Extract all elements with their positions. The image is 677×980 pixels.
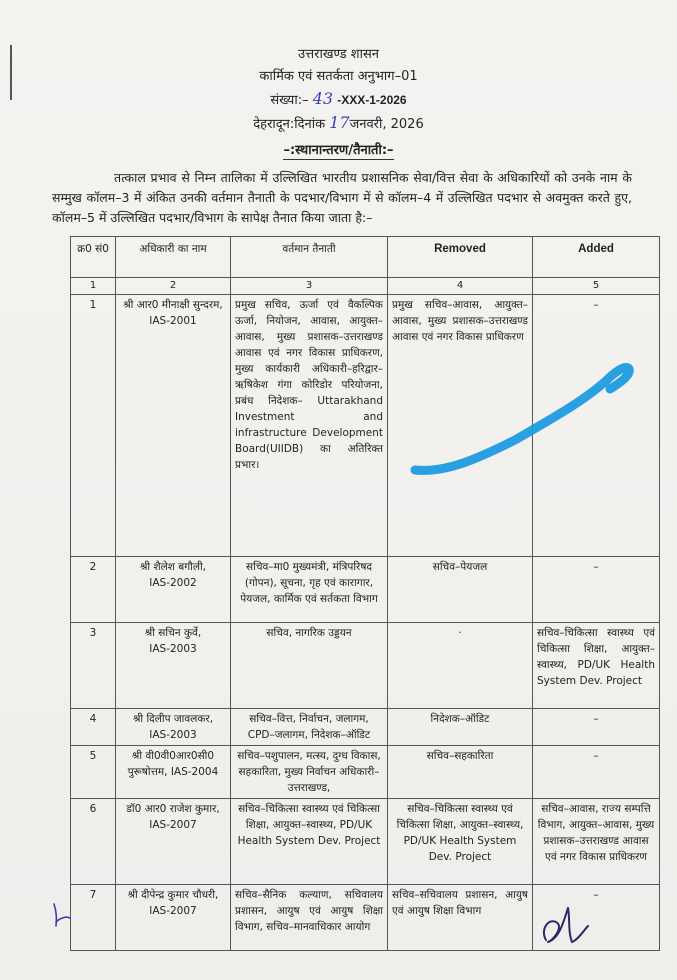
header-added: Added bbox=[533, 237, 660, 278]
row-officer bbox=[116, 746, 231, 799]
row-removed: सचिव–सचिवालय प्रशासन, आयुष एवं आयुष शिक्षा विभाग bbox=[388, 885, 533, 951]
row-added: – bbox=[533, 885, 660, 951]
table-header-row bbox=[71, 237, 660, 278]
table-row bbox=[71, 709, 660, 746]
row-removed: सचिव–पेयजल bbox=[388, 557, 533, 623]
row-current-posting: प्रमुख सचिव, ऊर्जा एवं वैकल्पिक ऊर्जा, नियोजन, आवास, आयुक्त–आवास, मुख्य प्रशासक–उत्तराखण्ड आवास एवं नगर विकास प्राधिकरण, मुख्य कार्यकारी अधिकारी–हरिद्वार–ऋषिकेश गंगा कोरिडोर परियोजना, प्रबंध निदेशक– Uttarakhand Investment and infrastructure Development Board(UIIDB) का अतिरिक्त प्रभार। bbox=[231, 295, 388, 557]
officer-service: IAS-2003 bbox=[149, 643, 197, 655]
row-current-posting: सचिव–सैनिक कल्याण, सचिवालय प्रशासन, आयुष एवं आयुष शिक्षा विभाग, सचिव–मानवाधिकार आयोग bbox=[231, 885, 388, 951]
table-row bbox=[71, 557, 660, 623]
col-number: 2 bbox=[116, 278, 231, 295]
row-removed: सचिव–चिकित्सा स्वास्थ्य एवं चिकित्सा शिक्षा, आयुक्त–स्वास्थ्य, PD/UK Health System Dev. Project bbox=[388, 799, 533, 885]
table-row bbox=[71, 746, 660, 799]
row-officer bbox=[116, 295, 231, 557]
order-date bbox=[0, 112, 677, 136]
officer-name: श्री शैलेश बगौली, bbox=[139, 561, 207, 573]
officer-name: श्री आर0 मीनाक्षी सुन्दरम, bbox=[123, 299, 223, 311]
officer-name: श्री सचिन कुर्वे, bbox=[144, 627, 202, 639]
officer-service: IAS-2004 bbox=[170, 766, 219, 778]
col-number: 4 bbox=[388, 278, 533, 295]
row-removed: निदेशक–ऑडिट bbox=[388, 709, 533, 746]
col-number: 1 bbox=[71, 278, 116, 295]
order-date-handwritten: 17 bbox=[329, 113, 350, 132]
order-number-handwritten: 43 bbox=[312, 89, 334, 108]
row-officer bbox=[116, 623, 231, 709]
govt-title: उत्तराखण्ड शासन bbox=[298, 47, 379, 62]
table-row bbox=[71, 799, 660, 885]
col-number: 5 bbox=[533, 278, 660, 295]
initial-mark bbox=[48, 900, 78, 930]
row-added: – bbox=[533, 557, 660, 623]
order-date-suffix: जनवरी, 2026 bbox=[349, 117, 424, 132]
row-sno: 5 bbox=[71, 746, 116, 799]
signature bbox=[534, 900, 594, 950]
header-current-posting: वर्तमान तैनाती bbox=[231, 237, 388, 278]
row-sno: 3 bbox=[71, 623, 116, 709]
officer-service: IAS-2001 bbox=[149, 315, 197, 327]
row-added: – bbox=[533, 746, 660, 799]
row-removed: प्रमुख सचिव–आवास, आयुक्त–आवास, मुख्य प्रशासक–उत्तराखण्ड आवास एवं नगर विकास प्राधिकरण bbox=[388, 295, 533, 557]
row-sno: 6 bbox=[71, 799, 116, 885]
row-current-posting: सचिव, नागरिक उड्डयन bbox=[231, 623, 388, 709]
officer-name: श्री दिलीप जावलकर, bbox=[132, 713, 214, 725]
order-number-suffix: -XXX-1-2026 bbox=[337, 93, 407, 107]
row-sno: 7 bbox=[71, 885, 116, 951]
order-number-prefix: संख्या:– bbox=[270, 93, 309, 108]
row-current-posting: सचिव–मा0 मुख्यमंत्री, मंत्रिपरिषद (गोपन), सूचना, गृह एवं कारागार, पेयजल, कार्मिक एवं सर्तकता विभाग bbox=[231, 557, 388, 623]
column-number-row bbox=[71, 278, 660, 295]
officer-service: IAS-2003 bbox=[149, 729, 197, 741]
row-added: – bbox=[533, 295, 660, 557]
row-officer bbox=[116, 557, 231, 623]
row-removed: सचिव–सहकारिता bbox=[388, 746, 533, 799]
officer-service: IAS-2002 bbox=[149, 577, 197, 589]
col-number: 3 bbox=[231, 278, 388, 295]
row-added: सचिव–आवास, राज्य सम्पत्ति विभाग, आयुक्त–आवास, मुख्य प्रशासक–उत्तराखण्ड आवास एवं नगर विकास प्राधिकरण bbox=[533, 799, 660, 885]
table-row bbox=[71, 295, 660, 557]
row-officer bbox=[116, 709, 231, 746]
row-added: सचिव–चिकित्सा स्वास्थ्य एवं चिकित्सा शिक्षा, आयुक्त–स्वास्थ्य, PD/UK Health System Dev. Project bbox=[533, 623, 660, 709]
row-current-posting: सचिव–पशुपालन, मत्स्य, दुग्ध विकास, सहकारिता, मुख्य निर्वाचन अधिकारी– उत्तराखण्ड, bbox=[231, 746, 388, 799]
row-sno: 4 bbox=[71, 709, 116, 746]
row-added: – bbox=[533, 709, 660, 746]
header-officer-name: अधिकारी का नाम bbox=[116, 237, 231, 278]
officer-service: IAS-2007 bbox=[149, 819, 197, 831]
row-current-posting: सचिव–चिकित्सा स्वास्थ्य एवं चिकित्सा शिक्षा, आयुक्त–स्वास्थ्य, PD/UK Health System Dev. Project bbox=[231, 799, 388, 885]
row-officer bbox=[116, 885, 231, 951]
officer-name: श्री वी0वी0आर0सी0 पुरूषोत्तम, bbox=[127, 750, 215, 778]
order-paragraph: तत्काल प्रभाव से निम्न तालिका में उल्लिखित भारतीय प्रशासनिक सेवा/वित्त सेवा के अधिकारियों को उनके नाम के सम्मुख कॉलम–3 में अंकित उनकी वर्तमान तैनाती के पदभार/विभाग में से कॉलम–4 में उल्लिखित पदभार से अवमुक्त करते हुए, कॉलम–5 में उल्लिखित पदभार/विभाग के सापेक्ष तैनात किया जाता है:– bbox=[52, 170, 632, 225]
document-header bbox=[0, 44, 677, 136]
officer-name: श्री दीपेन्द्र कुमार चौधरी, bbox=[127, 889, 219, 901]
order-number bbox=[0, 88, 677, 112]
officer-name: डॉ0 आर0 राजेश कुमार, bbox=[126, 803, 220, 815]
header-sno: क्र0 सं0 bbox=[71, 237, 116, 278]
subject-text: –:स्थानान्तरण/तैनाती:– bbox=[283, 143, 394, 158]
order-date-prefix: देहरादून:दिनांक bbox=[253, 117, 326, 132]
transfer-table bbox=[70, 236, 660, 951]
row-sno: 2 bbox=[71, 557, 116, 623]
subject-line bbox=[0, 140, 677, 158]
row-removed: · bbox=[388, 623, 533, 709]
row-sno: 1 bbox=[71, 295, 116, 557]
officer-service: IAS-2007 bbox=[149, 905, 197, 917]
header-removed: Removed bbox=[388, 237, 533, 278]
row-officer bbox=[116, 799, 231, 885]
department-title: कार्मिक एवं सतर्कता अनुभाग–01 bbox=[259, 69, 418, 84]
row-current-posting: सचिव–वित्त, निर्वाचन, जलागम, CPD–जलागम, निदेशक–ऑडिट bbox=[231, 709, 388, 746]
table-row bbox=[71, 623, 660, 709]
